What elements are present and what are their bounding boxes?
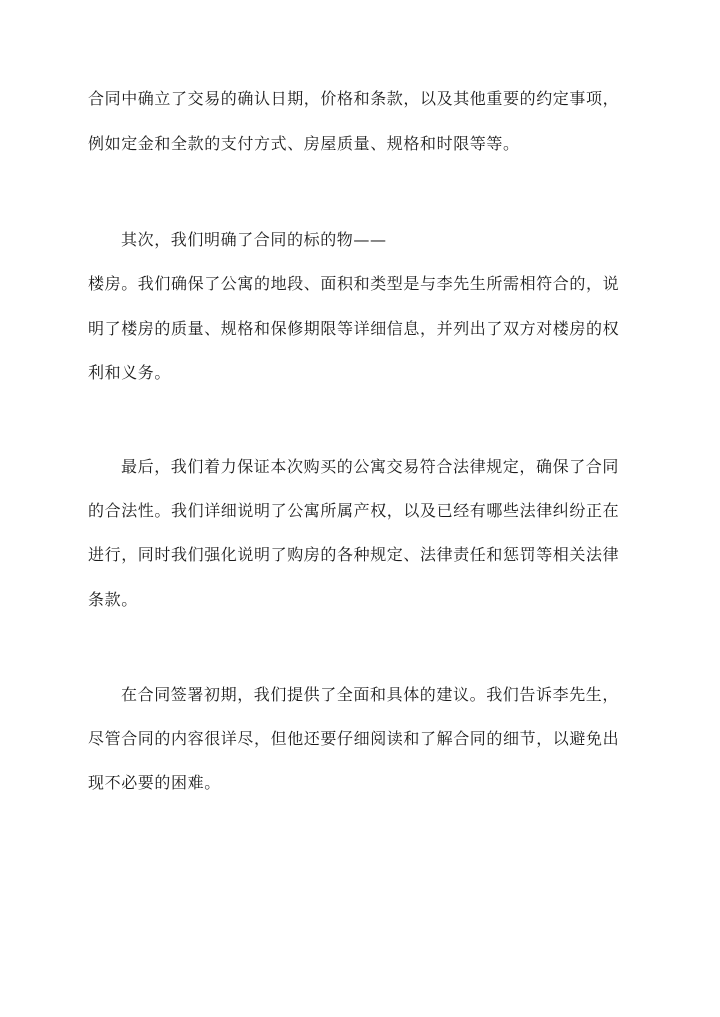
paragraph-2-line-2: 楼房。我们确保了公寓的地段、面积和类型是与李先生所需相符合的，说 <box>88 274 620 293</box>
paragraph-2-line-4: 利和义务。 <box>88 363 172 382</box>
paragraph-3-line-4: 条款。 <box>88 590 138 609</box>
paragraph-3-line-3: 进行，同时我们强化说明了购房的各种规定、法律责任和惩罚等相关法律 <box>88 545 620 564</box>
paragraph-1-line-2: 例如定金和全款的支付方式、房屋质量、规格和时限等等。 <box>88 134 520 153</box>
paragraph-3-line-2: 的合法性。我们详细说明了公寓所属产权，以及已经有哪些法律纠纷正在 <box>88 501 620 520</box>
paragraph-4-line-1: 在合同签署初期，我们提供了全面和具体的建议。我们告诉李先生， <box>121 685 620 704</box>
paragraph-2-line-3: 明了楼房的质量、规格和保修期限等详细信息，并列出了双方对楼房的权 <box>88 319 620 338</box>
paragraph-4-line-2: 尽管合同的内容很详尽，但他还要仔细阅读和了解合同的细节，以避免出 <box>88 729 620 748</box>
paragraph-1-line-1: 合同中确立了交易的确认日期，价格和条款，以及其他重要的约定事项， <box>88 89 620 108</box>
paragraph-2-line-1: 其次，我们明确了合同的标的物—— <box>121 230 387 249</box>
paragraph-4-line-3: 现不必要的困难。 <box>88 773 221 792</box>
paragraph-3-line-1: 最后，我们着力保证本次购买的公寓交易符合法律规定，确保了合同 <box>121 457 620 476</box>
